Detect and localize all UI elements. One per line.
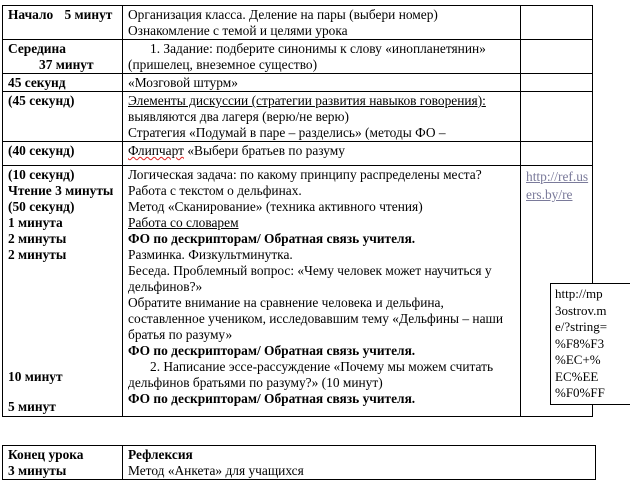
stage-label: Середина bbox=[8, 41, 66, 56]
time-cell bbox=[3, 6, 123, 40]
resource-cell bbox=[521, 6, 593, 40]
resource-cell bbox=[521, 92, 593, 142]
time-label: Чтение 3 минуты bbox=[8, 183, 114, 198]
row-start bbox=[3, 6, 593, 40]
link-line: %F0%FF bbox=[555, 385, 605, 400]
text-line: Стратегия «Подумай в паре – разделись» (методы ФО – bbox=[128, 125, 446, 140]
lesson-plan-table bbox=[2, 5, 593, 417]
task-line: (пришелец, внеземное существо) bbox=[128, 57, 318, 72]
link-line: http://mp bbox=[555, 286, 603, 301]
link-line: %EC+% bbox=[555, 352, 601, 367]
feedback-line: ФО по дескрипторам/ Обратная связь учителя. bbox=[128, 343, 416, 358]
duration-label: 3 минуты bbox=[8, 463, 67, 478]
essay-line: дельфинов братьями по разуму?» (10 минут) bbox=[128, 375, 383, 390]
time-label: 2 минуты bbox=[8, 247, 67, 262]
time-cell bbox=[3, 446, 123, 480]
time-label: 2 минуты bbox=[8, 231, 67, 246]
link-line: %F8%F3 bbox=[555, 335, 605, 351]
content-cell bbox=[123, 6, 521, 40]
text-line: Работа с текстом о дельфинах. bbox=[128, 183, 302, 198]
row-40 bbox=[3, 142, 593, 166]
duration-label: 37 минут bbox=[39, 57, 94, 72]
link-line: 3ostrov.m bbox=[555, 302, 607, 318]
text-line: Логическая задача: по какому принципу распределены места? bbox=[128, 167, 482, 182]
time-label: (45 секунд) bbox=[8, 93, 75, 108]
time-cell bbox=[3, 74, 123, 92]
feedback-line: ФО по дескрипторам/ Обратная связь учителя. bbox=[128, 231, 416, 246]
link-line: EC%EE bbox=[555, 368, 599, 384]
content-cell bbox=[123, 92, 521, 142]
resource-cell bbox=[521, 74, 593, 92]
text-line: Ознакомление с темой и целями урока bbox=[128, 23, 348, 38]
time-label: 5 минут bbox=[8, 399, 56, 414]
link-line: http://ref.us bbox=[526, 169, 589, 184]
content-cell bbox=[123, 446, 596, 480]
question-line: Беседа. Проблемный вопрос: «Чему человек может научиться у дельфинов?» bbox=[128, 263, 492, 294]
time-label: (40 секунд) bbox=[8, 143, 75, 158]
row-middle bbox=[3, 40, 593, 74]
time-label: 10 минут bbox=[8, 369, 63, 384]
text-line: Метод «Сканирование» (техника активного чтения) bbox=[128, 199, 423, 214]
row-main bbox=[3, 166, 593, 417]
text-line: Работа со словарем bbox=[128, 215, 239, 230]
time-label: (50 секунд) bbox=[8, 199, 75, 214]
essay-line: 2. Написание эссе-рассуждение «Почему мы можем считать bbox=[150, 359, 494, 374]
content-cell bbox=[123, 142, 521, 166]
time-label: 1 минута bbox=[8, 215, 63, 230]
text-line: выявляются два лагеря (верю/не верю) bbox=[128, 109, 349, 124]
stage-label: Конец урока bbox=[8, 447, 84, 462]
content-cell bbox=[123, 166, 521, 417]
text-line: Организация класса. Деление на пары (выбери номер) bbox=[128, 7, 438, 22]
task-line: 1. Задание: подберите синонимы к слову «инопланетянин» bbox=[150, 41, 486, 56]
content-cell bbox=[123, 40, 521, 74]
text-line: Разминка. Физкультминутка. bbox=[128, 247, 293, 262]
reflection-table bbox=[2, 445, 596, 480]
time-label: (10 секунд) bbox=[8, 167, 75, 182]
link-line: ers.by/re bbox=[526, 187, 573, 202]
text-line: Обратите внимание на сравнение человека и дельфина, составленное учеником, исследовавшим тему «Дельфины – наши братья по разуму» bbox=[128, 295, 504, 342]
time-cell bbox=[3, 166, 123, 417]
row-end bbox=[3, 446, 596, 480]
time-label: 45 секунд bbox=[8, 75, 66, 90]
feedback-line: ФО по дескрипторам/ Обратная связь учителя. bbox=[128, 391, 416, 406]
duration-label: 5 минут bbox=[64, 7, 113, 22]
text-line: Элементы дискуссии (стратегии развития навыков говорения): bbox=[128, 93, 486, 108]
text-line: «Мозговой штурм» bbox=[128, 75, 238, 90]
resource-cell bbox=[521, 40, 593, 74]
time-cell bbox=[3, 142, 123, 166]
row-45 bbox=[3, 74, 593, 92]
link-line: e/?string= bbox=[555, 319, 608, 334]
text-line: Метод «Анкета» для учащихся bbox=[128, 463, 304, 478]
time-cell bbox=[3, 40, 123, 74]
resource-cell bbox=[521, 142, 593, 166]
resource-link-box[interactable] bbox=[550, 283, 630, 405]
content-cell bbox=[123, 74, 521, 92]
reflection-heading: Рефлексия bbox=[128, 447, 193, 462]
time-cell bbox=[3, 92, 123, 142]
resource-link[interactable] bbox=[526, 168, 588, 204]
flipchart-word: Флипчарт bbox=[128, 143, 184, 158]
row-45b bbox=[3, 92, 593, 142]
text-line: «Выбери братьев по разуму bbox=[183, 143, 345, 158]
stage-label: Начало bbox=[8, 7, 54, 22]
